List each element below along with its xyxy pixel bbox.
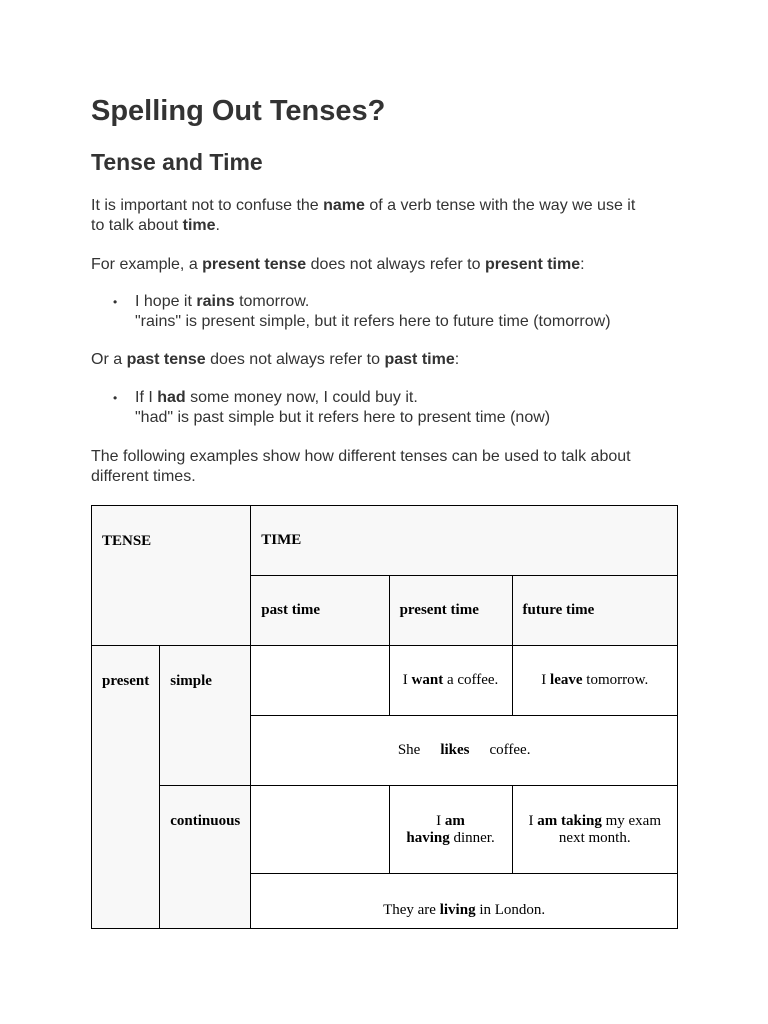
tense-header: TENSE — [92, 506, 251, 646]
present-label: present — [92, 646, 160, 929]
table-cell: They are living in London. — [251, 874, 678, 929]
table-cell: I am having dinner. — [389, 786, 512, 874]
present-example-paragraph: For example, a present tense does not always refer to present time: — [91, 256, 585, 273]
past-time-header: past time — [251, 576, 389, 646]
past-example-paragraph: Or a past tense does not always refer to past time: — [91, 351, 460, 368]
present-time-header: present time — [389, 576, 512, 646]
bullet-icon: • — [113, 391, 118, 405]
continuous-label: continuous — [160, 786, 251, 929]
time-header: TIME — [251, 506, 678, 576]
table-cell: I want a coffee. — [389, 646, 512, 716]
future-time-header: future time — [512, 576, 677, 646]
section-heading: Tense and Time — [91, 149, 263, 175]
table-cell: She likes coffee. — [251, 716, 678, 786]
table-cell: I leave tomorrow. — [512, 646, 677, 716]
table-cell-empty — [251, 646, 389, 716]
table-cell: I am taking my exam next month. — [512, 786, 677, 874]
intro-paragraph: It is important not to confuse the name of a verb tense with the way we use it to talk about time. — [91, 197, 636, 234]
tense-time-table — [91, 505, 678, 929]
simple-label: simple — [160, 646, 251, 786]
bullet-icon: • — [113, 295, 118, 309]
following-paragraph: The following examples show how different tenses can be used to talk about different times. — [91, 448, 631, 485]
table-cell-empty — [251, 786, 389, 874]
page-title: Spelling Out Tenses? — [91, 95, 386, 127]
